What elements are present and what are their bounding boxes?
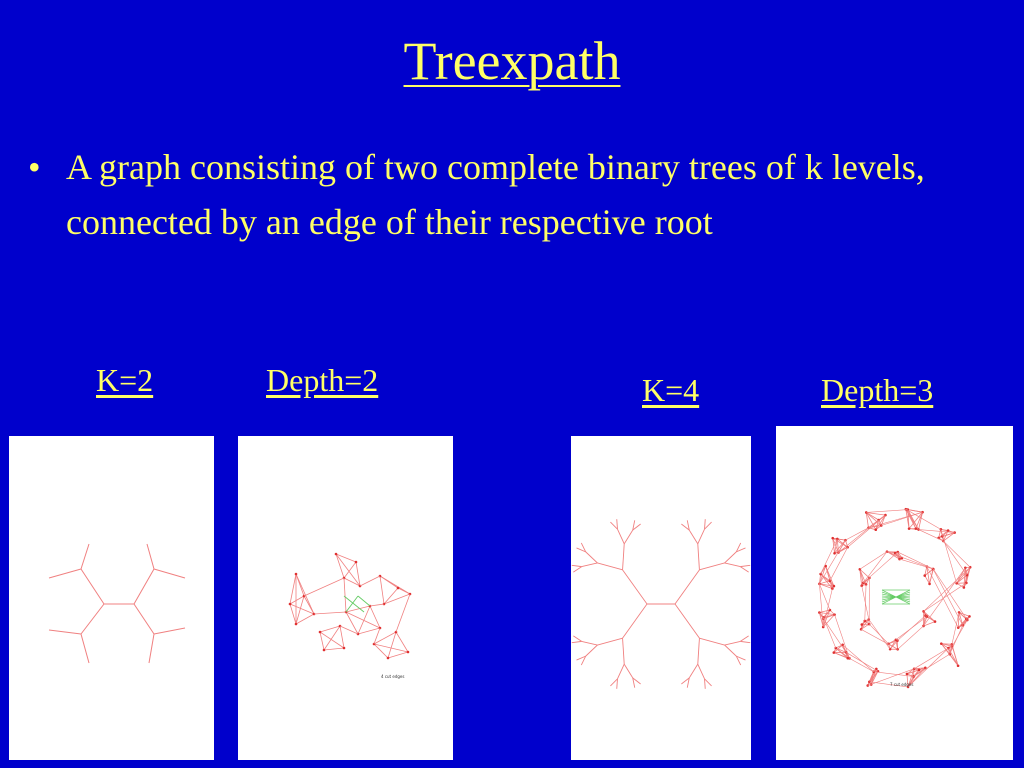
panel-depth2-graph bbox=[238, 436, 453, 760]
bullet-point bbox=[28, 140, 1008, 250]
depth2-caption: 4 cut edges bbox=[381, 674, 405, 679]
k4-tree-graph bbox=[571, 436, 751, 760]
bullet-marker: • bbox=[28, 147, 41, 187]
depth3-caption: 7 cut edges bbox=[890, 682, 914, 687]
panel-depth3-graph bbox=[776, 426, 1013, 760]
panel-k4-tree bbox=[571, 436, 751, 760]
label-k4: K=4 bbox=[642, 372, 700, 408]
panel-k2-tree bbox=[9, 436, 214, 760]
slide-title: Treexpath bbox=[403, 31, 621, 91]
k2-tree-graph bbox=[9, 436, 214, 760]
label-k2: K=2 bbox=[96, 362, 154, 398]
label-depth3: Depth=3 bbox=[821, 372, 934, 408]
bullet-text: A graph consisting of two complete binary trees of k levels, connected by an edge of their respective root bbox=[66, 147, 925, 242]
label-depth2: Depth=2 bbox=[266, 362, 379, 398]
depth2-graph bbox=[238, 436, 453, 760]
depth3-graph bbox=[776, 426, 1013, 760]
